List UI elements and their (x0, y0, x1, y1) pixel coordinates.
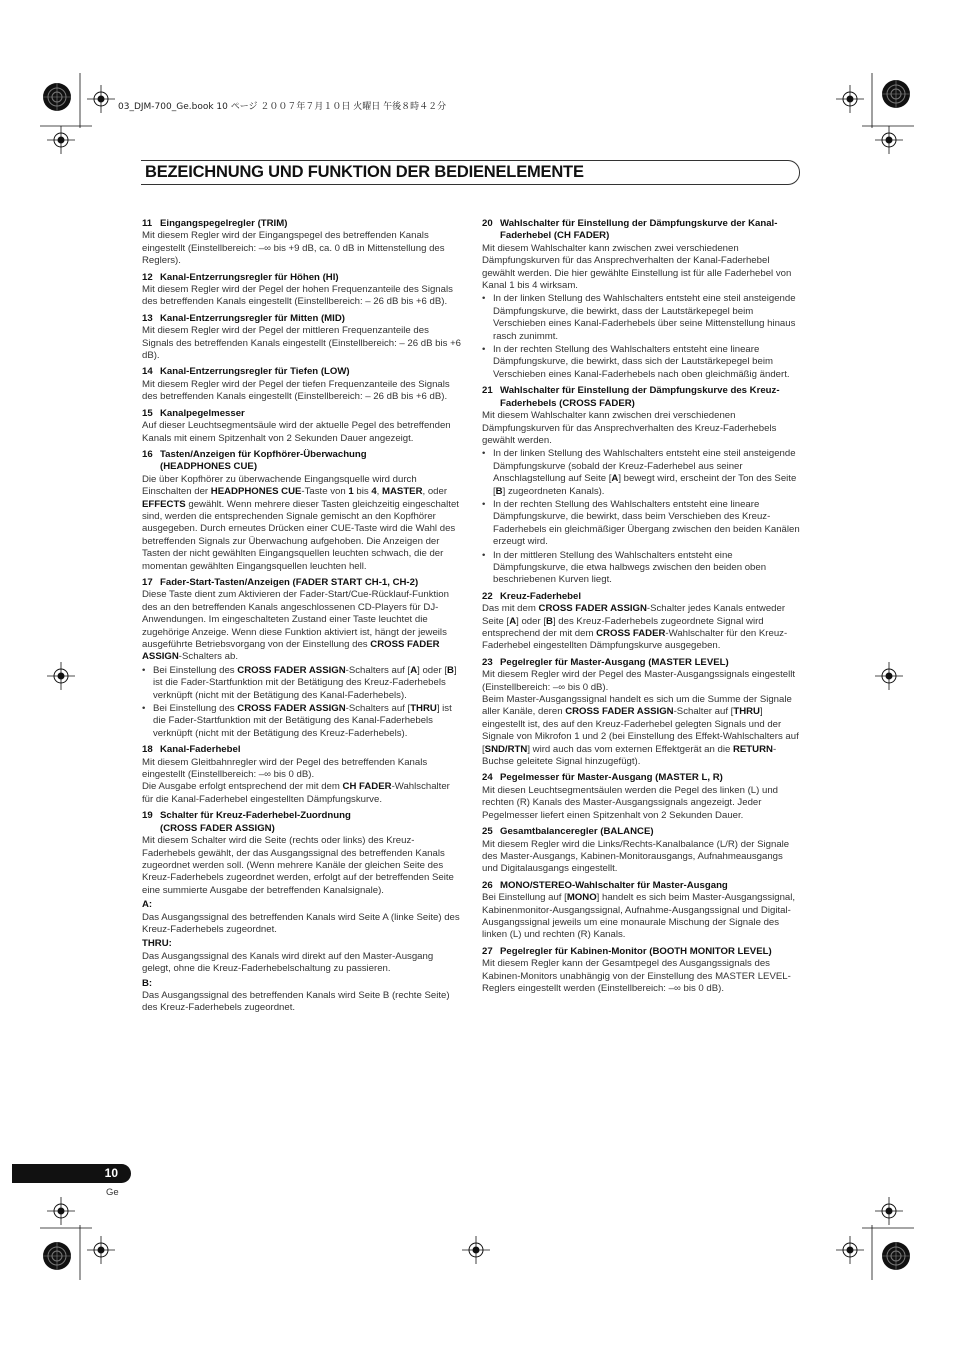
bullet-item: • In der rechten Stellung des Wahlschalters entsteht eine lineare Dämpfungskurve, die bewirkt, dass beim Verschieben des Kreuz-Faderhebels ein gleichmäßiger Übergang zwischen den beiden Kanälen erzeugt wird. (482, 499, 800, 549)
item-title: Pegelregler für Master-Ausgang (MASTER LEVEL) (500, 656, 729, 668)
item-text: Mit diesem Regler wird der Eingangspegel des betreffenden Kanals eingestellt (Einstellbereich: –∞ bis +9 dB, ca. 0 dB in Mittenstellung des Reglers). (142, 230, 445, 267)
item-title: Kanal-Faderhebel (160, 744, 241, 756)
item-text: Auf dieser Leuchtsegmentsäule wird der aktuelle Pegel des betreffenden Kanals mit einem Spitzenhalt von 2 Sekunden Dauer angezeigt. (142, 420, 451, 444)
item-text: Die über Kopfhörer zu überwachende Eingangsquelle wird durch Einschalten der HEADPHONES CUE-Taste von 1 bis 4, MASTER, oder EFFECTS gewählt. Wenn mehrere dieser Tasten gleichzeitig eingeschaltet sind, werden die entsprechenden Signale gemischt an den Kopfhörer ausgegeben. Durch erneutes Drücken einer CUE-Taste wird die Wahl des betreffenden Signals zur Überwachung aufgehoben. Die Anzeigen der Tasten der nicht gewählten Eingangsquellen leuchten schwach, die der momentan gewählten Eingangsquellen leuchten hell. (142, 473, 459, 572)
item-title: MONO/STEREO-Wahlschalter für Master-Ausgang (500, 879, 728, 891)
target-circle-icon (882, 80, 910, 108)
registration-mark-icon (47, 1197, 75, 1225)
bullet-item: • In der linken Stellung des Wahlschalters entsteht eine steil ansteigende Dämpfungskurve (sobald der Kreuz-Faderhebel aus seiner Anschlagstellung auf Seite [A] bewegt wird, erscheint der Ton des Seite [B] zugeordneten Kanals). (482, 448, 800, 498)
print-file-info: 03_DJM-700_Ge.book 10 ページ ２００７年７月１０日 火曜日 午後８時４２分 (118, 102, 447, 112)
item-15: 15 Kanalpegelmesser Auf dieser Leuchtsegmentsäule wird der aktuelle Pegel des betreffenden Kanals mit einem Spitzenhalt von 2 Sekunden Dauer angezeigt. (142, 408, 462, 445)
page-language: Ge (106, 1187, 119, 1198)
item-title: Kanal-Entzerrungsregler für Mitten (MID) (160, 312, 345, 324)
item-18: 18 Kanal-Faderhebel Mit diesem Gleitbahnregler wird der Pegel des betreffenden Kanals eingestellt (Einstellbereich: –∞ bis 0 dB). Die Ausgabe erfolgt entsprechend der mit dem CH FADER-Wahlschalter für die Kanal-Faderhebel eingestellten Dämpfungskurve. (142, 744, 462, 806)
item-14: 14 Kanal-Entzerrungsregler für Tiefen (LOW) Mit diesem Regler wird der Pegel der tiefen Frequenzanteile des Signals des betreffenden Kanals eingestellt (Einstellbereich: – 26 dB bis +6 dB). (142, 366, 462, 403)
item-title: Kreuz-Faderhebel (500, 590, 582, 602)
registration-mark-icon (87, 85, 115, 113)
item-title: Wahlschalter für Einstellung der Dämpfungskurve des Kreuz- (500, 385, 780, 397)
item-text: Mit diesem Regler wird der Pegel der hohen Frequenzanteile des Signals des betreffenden Kanals eingestellt (Einstellbereich: – 26 dB bis +6 dB). (142, 284, 453, 308)
item-text: Das mit dem CROSS FADER ASSIGN-Schalter jedes Kanals entweder Seite [A] oder [B] des Kreuz-Faderhebels zugeordnete Signal wird entsprechend der mit dem CROSS FADER-Wahlschalter für den Kreuz-Faderhebel eingestellten Dämpfungskurve ausgegeben. (482, 603, 788, 652)
item-23: 23 Pegelregler für Master-Ausgang (MASTER LEVEL) Mit diesem Regler wird der Pegel des Master-Ausgangssignals eingestellt (Einstellbereich: –∞ bis 0 dB). Beim Master-Ausgangssignal handelt es sich um die Summe der Signale aller Kanäle, deren CROSS FADER ASSIGN-Schalter auf [THRU] eingestellt ist, des auf den Kreuz-Faderhebel gelegten Signals und der Signale von Mikrofon 1 und 2 (bei Einstellung des Effekt-Wahlschalters auf [SND/RTN] wird auch das vom externen Effektgerät an die RETURN-Buchse geleitete Signal hinzugefügt). (482, 656, 799, 768)
item-16: 16 Tasten/Anzeigen für Kopfhörer-Überwachung (HEADPHONES CUE) Die über Kopfhörer zu überwachende Eingangsquelle wird durch Einschalten der HEADPHONES CUE-Taste von 1 bis 4, MASTER, oder EFFECTS gewählt. Wenn mehrere dieser Tasten gleichzeitig eingeschaltet sind, werden die entsprechenden Signale gemischt an den Kopfhörer ausgegeben. Durch erneutes Drücken einer CUE-Taste wird die Wahl des betreffenden Signals zur Überwachung aufgehoben. Die Anzeigen der Tasten der nicht gewählten Eingangsquellen leuchten schwach, die der momentan gewählten Eingangsquellen leuchten hell. (142, 449, 462, 573)
registration-mark-icon (875, 126, 903, 154)
item-27: 27 Pegelregler für Kabinen-Monitor (BOOTH MONITOR LEVEL) Mit diesem Regler kann der Gesamtpegel des Ausgangssignals des Kabinen-Monitors unabhängig von der Einstellung des MASTER LEVEL-Reglers eingestellt werden (Einstellbereich: –∞ bis 0 dB). (482, 946, 800, 996)
item-text: Mit diesem Regler wird die Links/Rechts-Kanalbalance (L/R) der Signale des Master-Ausgangs, Kabinen-Monitorausgangs, Aufnahmeausgangs und Digitalausgangs eingestellt. (482, 838, 790, 875)
registration-mark-icon (47, 662, 75, 690)
target-circle-icon (882, 1242, 910, 1270)
registration-mark-icon (47, 126, 75, 154)
registration-mark-icon (875, 1197, 903, 1225)
item-title: Pegelregler für Kabinen-Monitor (BOOTH MONITOR LEVEL) (500, 945, 772, 957)
item-22: 22 Kreuz-Faderhebel Das mit dem CROSS FADER ASSIGN-Schalter jedes Kanals entweder Seite [A] oder [B] des Kreuz-Faderhebels zugeordnete Signal wird entsprechend der mit dem CROSS FADER-Wahlschalter für den Kreuz-Faderhebel eingestellten Dämpfungskurve ausgegeben. (482, 591, 800, 653)
item-21: 21 Wahlschalter für Einstellung der Dämpfungskurve des Kreuz- Faderhebels (CROSS FADER) Mit diesem Wahlschalter kann zwischen drei verschiedenen Dämpfungskurven für das Ansprechverhalten des Kreuz-Faderhebels gewählt werden. • In der linken Stellung des Wahlschalters entsteht eine steil ansteigende Dämpfungskurve (sobald der Kreuz-Faderhebel aus seiner Anschlagstellung auf Seite [A] bewegt wird, erscheint der Ton des Seite [B] zugeordneten Kanals). • In der rechten Stellung des Wahlschalters entsteht eine lineare Dämpfungskurve, die bewirkt, dass beim Verschieben des Kreuz-Faderhebels ein gleichmäßiger Übergang zwischen den beiden Kanälen erzeugt wird. • In der mittleren Stellung des Wahlschalters entsteht eine Dämpfungskurve, die etwa halbwegs zwischen den beiden oben beschriebenen Kurven liegt. (482, 385, 800, 587)
item-title: Kanalpegelmesser (160, 407, 245, 419)
registration-mark-icon (462, 1236, 490, 1264)
item-title: Fader-Start-Tasten/Anzeigen (FADER START CH-1, CH-2) (160, 576, 419, 588)
bullet-item: • In der rechten Stellung des Wahlschalters entsteht eine lineare Dämpfungskurve, die bewirkt, dass sich der Lautstärkepegel beim Verschieben eines Kanal-Faderhebels nach oben gleichmäßig ändert. (482, 344, 800, 381)
item-text: Mit diesem Wahlschalter kann zwischen drei verschiedenen Dämpfungskurven für das Ansprechverhalten des Kreuz-Faderhebels gewählt werden. (482, 410, 777, 446)
left-column (142, 218, 462, 1019)
item-title-cont: Faderhebel (CH FADER) (500, 230, 610, 242)
item-text: Mit diesen Leuchtsegmentsäulen werden die Pegel des linken (L) und rechten (R) Kanals des Master-Ausgangssignals angezeigt. Jeder Pegelmesser liefert einen Spitzenhalt von 2 Sekunden Dauer. (482, 784, 778, 821)
item-text: Die Ausgabe erfolgt entsprechend der mit dem CH FADER-Wahlschalter für die Kanal-Faderhebel eingestellten Dämpfungskurve. (142, 781, 450, 805)
item-text: Beim Master-Ausgangssignal handelt es sich um die Summe der Signale aller Kanäle, deren CROSS FADER ASSIGN-Schalter auf [THRU] eingestellt ist, des auf den Kreuz-Faderhebel gelegten Signals und der Signale von Mikrofon 1 und 2 (bei Einstellung des Effekt-Wahlschalters auf [SND/RTN] wird auch das vom externen Effektgerät an die RETURN-Buchse geleitete Signal hinzugefügt). (482, 694, 799, 768)
item-title: Wahlschalter für Einstellung der Dämpfungskurve der Kanal- (500, 218, 778, 229)
option-text-a: Das Ausgangssignal des betreffenden Kanals wird Seite A (linke Seite) des Kreuz-Faderhebels zugeordnet. (142, 911, 460, 935)
item-text: Mit diesem Gleitbahnregler wird der Pegel des betreffenden Kanals eingestellt (Einstellbereich: –∞ bis 0 dB). (142, 756, 428, 781)
page-number: 10 (104, 1166, 118, 1180)
item-text: Mit diesem Regler wird der Pegel der tiefen Frequenzanteile des Signals des betreffenden Kanals eingestellt (Einstellbereich: – 26 dB bis +6 dB). (142, 378, 450, 403)
option-label-thru: THRU: (142, 938, 172, 950)
right-column (482, 218, 800, 999)
item-20: 20 Wahlschalter für Einstellung der Dämpfungskurve der Kanal- Faderhebel (CH FADER) Mit diesem Wahlschalter kann zwischen zwei verschiedenen Dämpfungskurven für das Ansprechverhalten der Kanal-Faderhebel gewählt werden. Die hier gewählte Einstellung ist für alle Faderhebel von Kanal 1 bis 4 wirksam. • In der linken Stellung des Wahlschalters entsteht eine steil ansteigende Dämpfungskurve, die bewirkt, dass der Lautstärkepegel beim Verschieben eines Kanal-Faderhebels über seine Mittenstellung hinaus rasch zunimmt. • In der rechten Stellung des Wahlschalters entsteht eine lineare Dämpfungskurve, die bewirkt, dass sich der Lautstärkepegel beim Verschieben eines Kanal-Faderhebels nach oben gleichmäßig ändert. (482, 218, 800, 381)
item-13: 13 Kanal-Entzerrungsregler für Mitten (MID) Mit diesem Regler wird der Pegel der mittleren Frequenzanteile des Signals des betreffenden Kanals eingestellt (Einstellbereich: – 26 dB bis +6 dB). (142, 312, 462, 362)
item-title: Kanal-Entzerrungsregler für Höhen (HI) (160, 271, 339, 283)
item-17: 17 Fader-Start-Tasten/Anzeigen (FADER START CH-1, CH-2) Diese Taste dient zum Aktivieren der Fader-Start/Cue-Rücklauf-Funktion des an den betreffenden Kanals angeschlossenen CD-Players für DJ-Anwendungen. Im eingeschalteten Zustand einer Taste leuchtet die zugehörige Anzeige. Wenn diese Funktion aktiviert ist, hängt der jeweils ausgeführte Betriebsvorgang von der Einstellung des CROSS FADER ASSIGN-Schalters ab. • Bei Einstellung des CROSS FADER ASSIGN-Schalters auf [A] oder [B] ist die Fader-Startfunktion mit der Betätigung des Kreuz-Faderhebels verknüpft (nicht mit der Betätigung des Kanal-Faderhebels). • Bei Einstellung des CROSS FADER ASSIGN-Schalters auf [THRU] ist die Fader-Startfunktion mit der Betätigung des Kanal-Faderhebels verknüpft (nicht mit der Betätigung des Kreuz-Faderhebels). (142, 577, 462, 740)
bullet-item: • Bei Einstellung des CROSS FADER ASSIGN-Schalters auf [A] oder [B] ist die Fader-Startfunktion mit der Betätigung des Kreuz-Faderhebels verknüpft (nicht mit der Betätigung des Kanal-Faderhebels). (142, 665, 462, 702)
item-text: Mit diesem Regler wird der Pegel der mittleren Frequenzanteile des Signals des betreffenden Kanals eingestellt (Einstellbereich: – 26 dB bis +6 dB). (142, 325, 462, 362)
target-circle-icon (43, 83, 71, 111)
item-title: Kanal-Entzerrungsregler für Tiefen (LOW) (160, 366, 350, 378)
item-text: Bei Einstellung auf [MONO] handelt es sich beim Master-Ausgangssignal, Kabinenmonitor-Ausgangssignal, Aufnahme-Ausgangssignal und Digital-Ausgangssignal jeweils um eine monaurale Mischung der Signale des linken (L) und rechten (R) Kanals. (482, 892, 796, 941)
item-25: 25 Gesamtbalanceregler (BALANCE) Mit diesem Regler wird die Links/Rechts-Kanalbalance (L/R) der Signale des Master-Ausgangs, Kabinen-Monitorausgangs, Aufnahmeausgangs und Digitalausgangs eingestellt. (482, 826, 800, 876)
item-24: 24 Pegelmesser für Master-Ausgang (MASTER L, R) Mit diesen Leuchtsegmentsäulen werden die Pegel des linken (L) und rechten (R) Kanals des Master-Ausgangssignals angezeigt. Jeder Pegelmesser liefert einen Spitzenhalt von 2 Sekunden Dauer. (482, 772, 800, 822)
registration-mark-icon (836, 85, 864, 113)
registration-mark-icon (87, 1236, 115, 1264)
section-title: BEZEICHNUNG UND FUNKTION DER BEDIENELEMENTE (145, 163, 584, 181)
item-text: Mit diesem Schalter wird die Seite (rechts oder links) des Kreuz-Faderhebels gewählt, der das Ausgangssignal des betreffenden Kanals zugeordnet werden soll. (Wenn mehrere Kanäle der gleichen Seite des Kreuz-Faderhebels zugeordnet werden, erfolgt auf der betreffenden Seite eine summierte Ausgabe der betreffenden Kanalsignale). (142, 835, 454, 896)
item-title: Schalter für Kreuz-Faderhebel-Zuordnung (160, 810, 351, 822)
item-11: 11 Eingangspegelregler (TRIM) Mit diesem Regler wird der Eingangspegel des betreffenden Kanals eingestellt (Einstellbereich: –∞ bis +9 dB, ca. 0 dB in Mittenstellung des Reglers). (142, 218, 462, 268)
option-label-b: B: (142, 977, 153, 989)
item-19: 19 Schalter für Kreuz-Faderhebel-Zuordnung (CROSS FADER ASSIGN) Mit diesem Schalter wird die Seite (rechts oder links) des Kreuz-Faderhebels gewählt, der das Ausgangssignal des betreffenden Kanals zugeordnet werden soll. (Wenn mehrere Kanäle der gleichen Seite des Kreuz-Faderhebels zugeordnet werden, erfolgt auf der betreffenden Seite eine summierte Ausgabe der betreffenden Kanalsignale). A: Das Ausgangssignal des betreffenden Kanals wird Seite A (linke Seite) des Kreuz-Faderhebels zugeordnet. THRU: Das Ausgangssignal des Kanals wird direkt auf den Master-Ausgang gelegt, ohne die Kreuz-Faderhebelschaltung zu passieren. B: Das Ausgangssignal des betreffenden Kanals wird Seite B (rechte Seite) des Kreuz-Faderhebels zugeordnet. (142, 810, 462, 1015)
option-text-thru: Das Ausgangssignal des Kanals wird direkt auf den Master-Ausgang gelegt, ohne die Kreuz-Faderhebelschaltung zu passieren. (142, 950, 434, 975)
item-text: Diese Taste dient zum Aktivieren der Fader-Start/Cue-Rücklauf-Funktion des an den betreffenden Kanals angeschlossenen CD-Players für DJ-Anwendungen. Im eingeschalteten Zustand einer Taste leuchtet die zugehörige Anzeige. Wenn diese Funktion aktiviert ist, hängt der jeweils ausgeführte Betriebsvorgang von der Einstellung des CROSS FADER ASSIGN-Schalters ab. (142, 589, 449, 663)
bullet-item: • Bei Einstellung des CROSS FADER ASSIGN-Schalters auf [THRU] ist die Fader-Startfunktion mit der Betätigung des Kanal-Faderhebels verknüpft (nicht mit der Betätigung des Kreuz-Faderhebels). (142, 703, 462, 740)
option-text-b: Das Ausgangssignal des betreffenden Kanals wird Seite B (rechte Seite) des Kreuz-Faderhebels zugeordnet. (142, 989, 450, 1014)
bullet-item: • In der mittleren Stellung des Wahlschalters entsteht eine Dämpfungskurve, die etwa halbwegs zwischen den beiden oben beschriebenen Kurven liegt. (482, 550, 800, 587)
section-title-bar (141, 160, 800, 185)
item-text: Mit diesem Regler wird der Pegel des Master-Ausgangssignals eingestellt (Einstellbereich: –∞ bis 0 dB). (482, 669, 796, 693)
page-number-tab (12, 1164, 131, 1183)
item-title: Pegelmesser für Master-Ausgang (MASTER L, R) (500, 772, 723, 784)
item-title: Gesamtbalanceregler (BALANCE) (500, 826, 654, 838)
item-title-cont: (HEADPHONES CUE) (160, 461, 258, 473)
item-26: 26 MONO/STEREO-Wahlschalter für Master-Ausgang Bei Einstellung auf [MONO] handelt es sich beim Master-Ausgangssignal, Kabinenmonitor-Ausgangssignal, Aufnahme-Ausgangssignal und Digital-Ausgangssignal jeweils um eine monaurale Mischung der Signale des linken (L) und rechten (R) Kanals. (482, 880, 800, 942)
item-title-cont: Faderhebels (CROSS FADER) (500, 397, 635, 409)
item-title: Eingangspegelregler (TRIM) (160, 218, 288, 229)
item-title: Tasten/Anzeigen für Kopfhörer-Überwachung (160, 448, 367, 460)
bullet-item: • In der linken Stellung des Wahlschalters entsteht eine steil ansteigende Dämpfungskurve, die bewirkt, dass der Lautstärkepegel beim Verschieben eines Kanal-Faderhebels über seine Mittenstellung hinaus rasch zunimmt. (482, 293, 800, 343)
registration-mark-icon (875, 662, 903, 690)
item-title-cont: (CROSS FADER ASSIGN) (160, 822, 275, 834)
item-text: Mit diesem Regler kann der Gesamtpegel des Ausgangssignals des Kabinen-Monitors unabhängig von der Einstellung des MASTER LEVEL-Reglers eingestellt werden (Einstellbereich: –∞ bis 0 dB). (482, 958, 791, 994)
registration-mark-icon (836, 1236, 864, 1264)
item-text: Mit diesem Wahlschalter kann zwischen zwei verschiedenen Dämpfungskurven für das Ansprechverhalten der Kanal-Faderhebel gewählt werden. Die hier gewählte Einstellung ist für alle Faderhebel von Kanal 1 bis 4 wirksam. (482, 242, 792, 292)
option-label-a: A: (142, 899, 153, 911)
item-12: 12 Kanal-Entzerrungsregler für Höhen (HI) Mit diesem Regler wird der Pegel der hohen Frequenzanteile des Signals des betreffenden Kanals eingestellt (Einstellbereich: – 26 dB bis +6 dB). (142, 272, 462, 309)
target-circle-icon (43, 1242, 71, 1270)
